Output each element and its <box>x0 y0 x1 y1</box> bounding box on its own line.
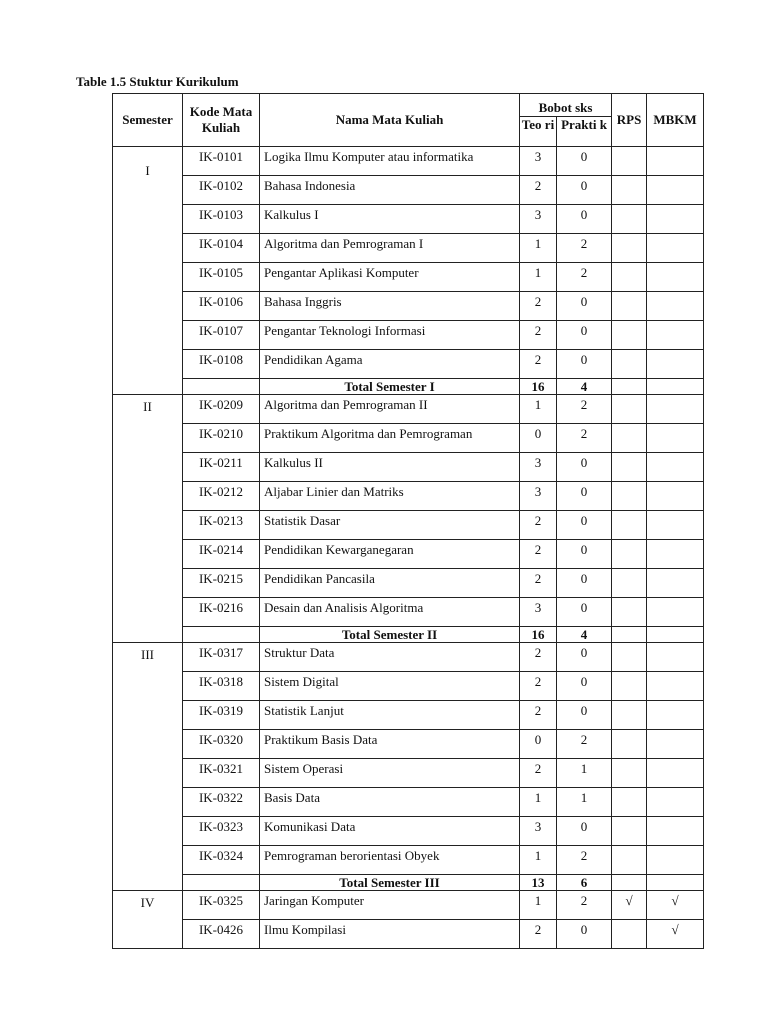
sks-praktik: 2 <box>557 395 612 424</box>
course-code: IK-0101 <box>183 147 260 176</box>
total-empty-rps <box>612 627 647 643</box>
rps-check <box>612 701 647 730</box>
course-code: IK-0214 <box>183 540 260 569</box>
rps-check <box>612 482 647 511</box>
table-row <box>113 350 704 379</box>
rps-check <box>612 540 647 569</box>
mbkm-check <box>647 321 704 350</box>
mbkm-check <box>647 176 704 205</box>
rps-check <box>612 176 647 205</box>
sks-teori: 2 <box>520 672 557 701</box>
total-empty-code <box>183 379 260 395</box>
mbkm-check <box>647 424 704 453</box>
course-code: IK-0323 <box>183 817 260 846</box>
sks-teori: 2 <box>520 350 557 379</box>
table-row <box>113 643 704 672</box>
table-row <box>113 759 704 788</box>
total-empty-mbkm <box>647 627 704 643</box>
mbkm-check <box>647 453 704 482</box>
total-row <box>113 379 704 395</box>
sks-praktik: 0 <box>557 817 612 846</box>
course-code: IK-0105 <box>183 263 260 292</box>
sks-teori: 0 <box>520 424 557 453</box>
sks-teori: 1 <box>520 263 557 292</box>
course-code: IK-0213 <box>183 511 260 540</box>
sks-teori: 0 <box>520 730 557 759</box>
mbkm-check <box>647 482 704 511</box>
sks-praktik: 2 <box>557 263 612 292</box>
rps-check <box>612 147 647 176</box>
table-row <box>113 453 704 482</box>
total-empty-mbkm <box>647 379 704 395</box>
course-code: IK-0211 <box>183 453 260 482</box>
course-name: Kalkulus I <box>260 205 520 234</box>
course-name: Sistem Digital <box>260 672 520 701</box>
mbkm-check <box>647 643 704 672</box>
course-name: Pengantar Teknologi Informasi <box>260 321 520 350</box>
sks-praktik: 1 <box>557 788 612 817</box>
mbkm-check <box>647 292 704 321</box>
rps-check <box>612 395 647 424</box>
table-caption: Table 1.5 Stuktur Kurikulum <box>76 74 239 89</box>
course-code: IK-0215 <box>183 569 260 598</box>
semester-label: I <box>113 147 183 395</box>
sks-praktik: 0 <box>557 920 612 949</box>
table-row <box>113 511 704 540</box>
sks-praktik: 2 <box>557 891 612 920</box>
table-row <box>113 395 704 424</box>
mbkm-check <box>647 817 704 846</box>
total-teori: 16 <box>520 379 557 395</box>
course-name: Logika Ilmu Komputer atau informatika <box>260 147 520 176</box>
table-row <box>113 234 704 263</box>
total-label: Total Semester III <box>260 875 520 891</box>
sks-teori: 2 <box>520 176 557 205</box>
course-code: IK-0107 <box>183 321 260 350</box>
table-row <box>113 147 704 176</box>
sks-praktik: 0 <box>557 569 612 598</box>
header-nama: Nama Mata Kuliah <box>260 94 520 147</box>
table-row <box>113 730 704 759</box>
sks-praktik: 0 <box>557 540 612 569</box>
rps-check <box>612 424 647 453</box>
course-name: Pendidikan Agama <box>260 350 520 379</box>
mbkm-check <box>647 569 704 598</box>
rps-check <box>612 643 647 672</box>
rps-check <box>612 321 647 350</box>
table-row <box>113 598 704 627</box>
course-code: IK-0426 <box>183 920 260 949</box>
total-row <box>113 627 704 643</box>
semester-label: II <box>113 395 183 643</box>
course-name: Bahasa Inggris <box>260 292 520 321</box>
total-empty-code <box>183 627 260 643</box>
rps-check <box>612 350 647 379</box>
sks-praktik: 0 <box>557 205 612 234</box>
curriculum-table <box>112 93 704 949</box>
table-row <box>113 788 704 817</box>
table-row <box>113 424 704 453</box>
course-name: Statistik Lanjut <box>260 701 520 730</box>
table-row <box>113 569 704 598</box>
header-rps: RPS <box>612 94 647 147</box>
sks-teori: 1 <box>520 846 557 875</box>
sks-praktik: 0 <box>557 350 612 379</box>
rps-check <box>612 292 647 321</box>
rps-check <box>612 759 647 788</box>
header-mbkm: MBKM <box>647 94 704 147</box>
sks-praktik: 0 <box>557 672 612 701</box>
course-code: IK-0317 <box>183 643 260 672</box>
course-name: Statistik Dasar <box>260 511 520 540</box>
course-code: IK-0319 <box>183 701 260 730</box>
course-code: IK-0322 <box>183 788 260 817</box>
rps-check <box>612 511 647 540</box>
mbkm-check: √ <box>647 920 704 949</box>
sks-praktik: 0 <box>557 701 612 730</box>
course-name: Praktikum Algoritma dan Pemrograman <box>260 424 520 453</box>
mbkm-check <box>647 672 704 701</box>
course-name: Pengantar Aplikasi Komputer <box>260 263 520 292</box>
total-praktik: 4 <box>557 627 612 643</box>
rps-check <box>612 234 647 263</box>
rps-check <box>612 788 647 817</box>
table-row <box>113 540 704 569</box>
course-code: IK-0106 <box>183 292 260 321</box>
sks-teori: 3 <box>520 482 557 511</box>
sks-teori: 3 <box>520 205 557 234</box>
total-empty-rps <box>612 875 647 891</box>
sks-teori: 2 <box>520 643 557 672</box>
rps-check: √ <box>612 891 647 920</box>
course-code: IK-0324 <box>183 846 260 875</box>
total-teori: 16 <box>520 627 557 643</box>
sks-teori: 2 <box>520 292 557 321</box>
course-name: Pendidikan Pancasila <box>260 569 520 598</box>
rps-check <box>612 730 647 759</box>
course-code: IK-0108 <box>183 350 260 379</box>
course-name: Sistem Operasi <box>260 759 520 788</box>
course-name: Algoritma dan Pemrograman I <box>260 234 520 263</box>
table-row <box>113 205 704 234</box>
course-code: IK-0102 <box>183 176 260 205</box>
table-row <box>113 846 704 875</box>
header-bobot: Bobot sks <box>520 94 612 117</box>
course-name: Komunikasi Data <box>260 817 520 846</box>
course-name: Basis Data <box>260 788 520 817</box>
sks-teori: 2 <box>520 511 557 540</box>
mbkm-check <box>647 263 704 292</box>
table-row <box>113 672 704 701</box>
mbkm-check <box>647 701 704 730</box>
mbkm-check <box>647 395 704 424</box>
header-praktik: Prakti k <box>557 117 612 147</box>
mbkm-check <box>647 234 704 263</box>
course-name: Praktikum Basis Data <box>260 730 520 759</box>
total-label: Total Semester II <box>260 627 520 643</box>
sks-praktik: 0 <box>557 511 612 540</box>
sks-teori: 1 <box>520 788 557 817</box>
sks-teori: 2 <box>520 321 557 350</box>
course-name: Bahasa Indonesia <box>260 176 520 205</box>
course-code: IK-0318 <box>183 672 260 701</box>
sks-teori: 1 <box>520 234 557 263</box>
sks-teori: 1 <box>520 395 557 424</box>
mbkm-check <box>647 846 704 875</box>
total-praktik: 6 <box>557 875 612 891</box>
mbkm-check <box>647 730 704 759</box>
sks-praktik: 0 <box>557 453 612 482</box>
table-row <box>113 891 704 920</box>
sks-praktik: 1 <box>557 759 612 788</box>
table-row <box>113 292 704 321</box>
course-code: IK-0216 <box>183 598 260 627</box>
course-code: IK-0212 <box>183 482 260 511</box>
rps-check <box>612 672 647 701</box>
sks-teori: 2 <box>520 540 557 569</box>
table-row <box>113 176 704 205</box>
rps-check <box>612 263 647 292</box>
rps-check <box>612 453 647 482</box>
mbkm-check <box>647 511 704 540</box>
sks-teori: 3 <box>520 453 557 482</box>
mbkm-check: √ <box>647 891 704 920</box>
sks-teori: 2 <box>520 701 557 730</box>
table-row <box>113 263 704 292</box>
total-teori: 13 <box>520 875 557 891</box>
course-name: Jaringan Komputer <box>260 891 520 920</box>
sks-teori: 1 <box>520 891 557 920</box>
sks-praktik: 0 <box>557 176 612 205</box>
total-empty-mbkm <box>647 875 704 891</box>
header-kode: Kode Mata Kuliah <box>183 94 260 147</box>
course-name: Pendidikan Kewarganegaran <box>260 540 520 569</box>
sks-teori: 3 <box>520 817 557 846</box>
sks-praktik: 0 <box>557 321 612 350</box>
mbkm-check <box>647 147 704 176</box>
sks-teori: 3 <box>520 598 557 627</box>
course-name: Pemrograman berorientasi Obyek <box>260 846 520 875</box>
sks-praktik: 0 <box>557 147 612 176</box>
rps-check <box>612 205 647 234</box>
sks-praktik: 2 <box>557 424 612 453</box>
mbkm-check <box>647 205 704 234</box>
semester-label: IV <box>113 891 183 949</box>
sks-teori: 2 <box>520 759 557 788</box>
course-code: IK-0210 <box>183 424 260 453</box>
sks-teori: 2 <box>520 920 557 949</box>
course-code: IK-0104 <box>183 234 260 263</box>
sks-praktik: 0 <box>557 482 612 511</box>
course-name: Kalkulus II <box>260 453 520 482</box>
sks-praktik: 0 <box>557 598 612 627</box>
course-name: Struktur Data <box>260 643 520 672</box>
table-row <box>113 920 704 949</box>
sks-praktik: 2 <box>557 730 612 759</box>
table-row <box>113 321 704 350</box>
course-code: IK-0320 <box>183 730 260 759</box>
sks-praktik: 0 <box>557 292 612 321</box>
total-empty-code <box>183 875 260 891</box>
course-name: Algoritma dan Pemrograman II <box>260 395 520 424</box>
header-teori: Teo ri <box>520 117 557 147</box>
sks-teori: 3 <box>520 147 557 176</box>
total-label: Total Semester I <box>260 379 520 395</box>
course-name: Aljabar Linier dan Matriks <box>260 482 520 511</box>
sks-praktik: 2 <box>557 846 612 875</box>
course-code: IK-0209 <box>183 395 260 424</box>
mbkm-check <box>647 788 704 817</box>
mbkm-check <box>647 540 704 569</box>
total-empty-rps <box>612 379 647 395</box>
table-row <box>113 482 704 511</box>
mbkm-check <box>647 598 704 627</box>
rps-check <box>612 817 647 846</box>
course-name: Ilmu Kompilasi <box>260 920 520 949</box>
table-row <box>113 817 704 846</box>
mbkm-check <box>647 350 704 379</box>
sks-teori: 2 <box>520 569 557 598</box>
rps-check <box>612 846 647 875</box>
course-code: IK-0103 <box>183 205 260 234</box>
total-praktik: 4 <box>557 379 612 395</box>
sks-praktik: 0 <box>557 643 612 672</box>
mbkm-check <box>647 759 704 788</box>
course-code: IK-0325 <box>183 891 260 920</box>
sks-praktik: 2 <box>557 234 612 263</box>
rps-check <box>612 569 647 598</box>
rps-check <box>612 920 647 949</box>
header-semester: Semester <box>113 94 183 147</box>
rps-check <box>612 598 647 627</box>
course-name: Desain dan Analisis Algoritma <box>260 598 520 627</box>
semester-label: III <box>113 643 183 891</box>
table-row <box>113 701 704 730</box>
course-code: IK-0321 <box>183 759 260 788</box>
total-row <box>113 875 704 891</box>
